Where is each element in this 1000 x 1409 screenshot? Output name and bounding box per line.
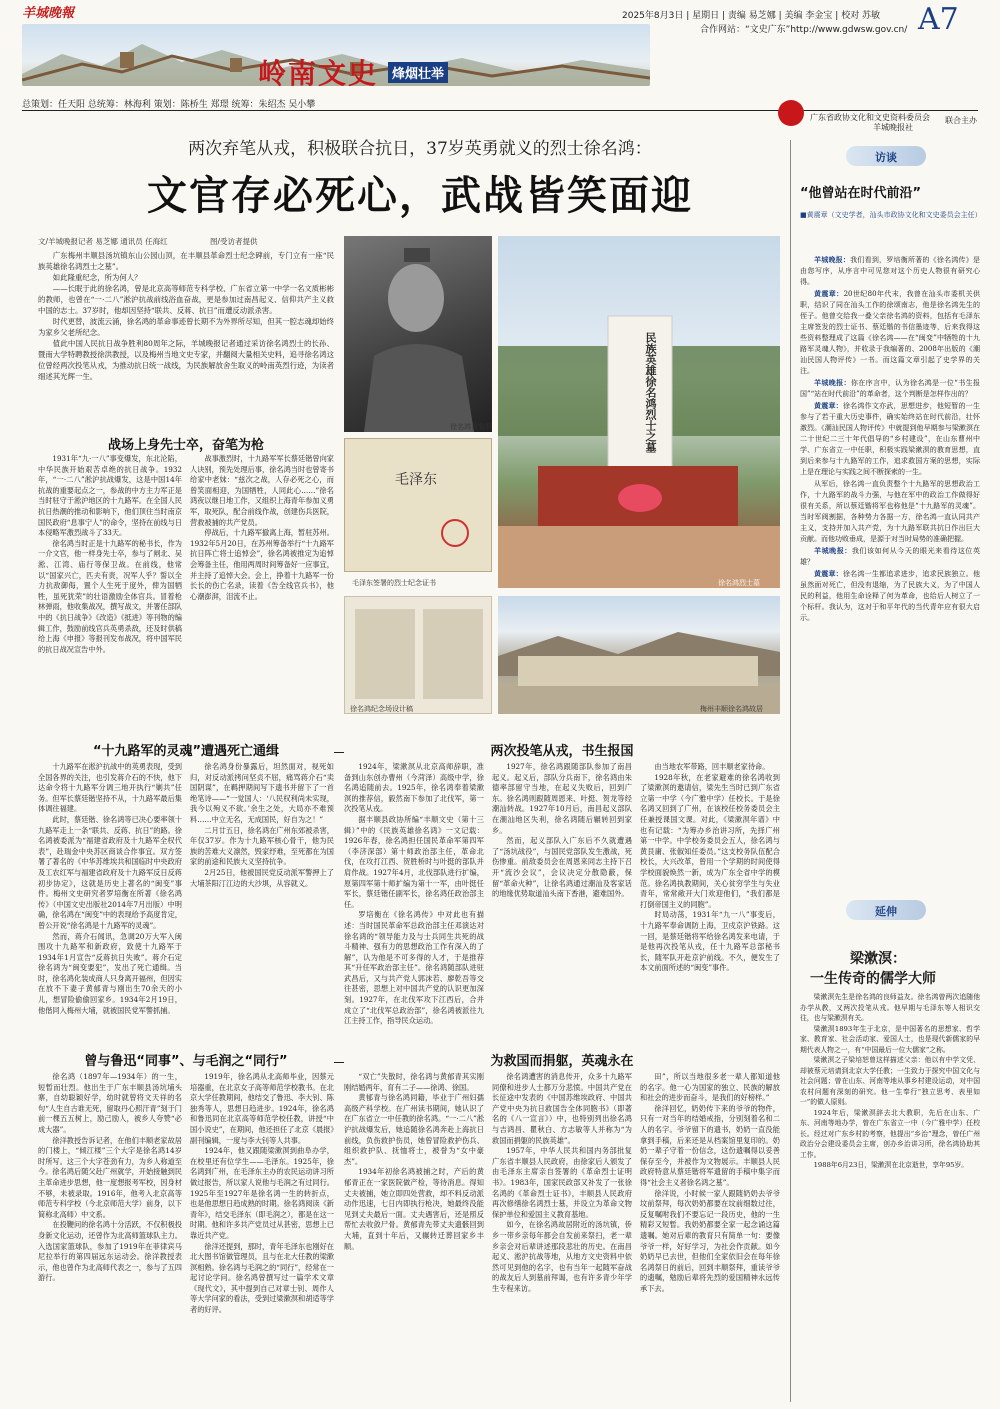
bio-p4: 1924年后，梁漱溟辞去北大教职，先后在山东、广东、河南等地办学，曾在广东省立一中（今广雅中学）任校长。经过对广东乡村的考察，他提出“乡治”理念，曾任广州政治分会建设委员会主席，创办乡治讲习所，徐名鸿协助其工作。 — [800, 1108, 980, 1159]
sidebar-divider — [790, 140, 791, 1402]
certificate-photo — [344, 438, 492, 572]
main-headline: 文官存必死心，武战皆笑面迎 — [147, 172, 693, 219]
lead-p1: 广东梅州丰顺县汤坑镇东山公园山顶，在丰顺县革命烈士纪念碑前，专门立有一座“民族英雄徐名鸿烈士之墓”。 — [38, 251, 334, 271]
interview-qa — [800, 254, 980, 844]
section-title: 岭南文史 — [258, 57, 379, 90]
bio-p5: 1988年6月23日，梁漱溟在北京逝世，享年95岁。 — [813, 1161, 969, 1169]
qa-3: 羊城晚报：你在序言中，认为徐名鸿是一位“书生报国”“站在时代前沿”的革命者，这个判断是怎样作出的？ — [800, 378, 980, 398]
s5-p4: 徐名鸿遭害的消息传开，众多十九路军同僚和进步人士都万分悲愤。中国共产党在长征途中发表的《中国苏维埃政府、中国共产党中央为抗日救国告全体同胞书》（即著名的《八一宣言》）中，也特别列出徐名鸿与吉鸿昌、瞿秋白、方志敏等人并称为“为救国而捐躯的民族英雄”。 — [492, 1072, 632, 1145]
s3-p7: 1928年秋，在老家避难的徐名鸿收到了梁漱溟的邀请信，梁先生当时已到广东省立第一中学（今广雅中学）任校长。于是徐名鸿又回到了广州，在该校任校务委员会主任兼授课国文课。对此，《梁漱溟年谱》中也有记载：“为筹办乡治讲习所，先择广州第一中学。中学校务委员会五人，徐名鸿与黄艮庸、张俶知任委员。”这支校务队伍配合校长，大兴改革，曾用一个学期的时间使得学校面貌焕然一新，成为广东全省中学的模范。徐名鸿执教期间，关心贫穷学生与失业青年，常常敞开大门欢迎他们，“我们都是打倒帝国主义的同胞”。 — [640, 772, 780, 909]
sponsor-emblem-icon — [778, 100, 804, 126]
heading-section1: 战场上身先士卒，奋笔为枪 — [107, 438, 264, 453]
qa-1: 羊城晚报：我们看到，罗培衡所著的《徐名鸿传》是由您写序，从序言中可见您对这个历史人物很有研究心得。 — [800, 255, 980, 286]
s5-p5: 1957年，中华人民共和国内务部批复广东省丰顺县人民政府，由徐家后人颁发了由毛泽东主席亲自签署的《革命烈士证明书》。1983年，国家民政部又补发了一张徐名鸿的《革命烈士证书》，丰顺县人民政府再次修缮徐名鸿烈士墓，并设立为革命文物保护单位和爱国主义教育基地。 — [492, 1146, 632, 1219]
sponsor-2: 羊城晚报社 — [873, 123, 913, 132]
caption-tomb: 徐名鸿烈士墓 — [718, 579, 760, 587]
interview-title: “他曾站在时代前沿” — [800, 186, 922, 201]
interview-tag-label: 访谈 — [875, 151, 897, 164]
gallery-design-photo — [344, 596, 492, 714]
s3-p6: 由当地农军带路，回丰顺老家待命。 — [654, 762, 770, 771]
s2-p1: 十九路军在淞沪抗战中的英勇表现，受到全国各界的关注，也引发蒋介石的不快，他下达命令将十九路军分调三地开执行“剿共”任务。但军长蔡廷锴坚持不从，十九路军最后集体调往福建。 — [38, 762, 182, 814]
s4-p2: 徐洋教授告诉记者，在他们丰顺老家故居的门楼上，“倾江楼”三个大字是徐名鸿14岁时所写。这三个大字苍劲有力，为乡人称道至今。徐名鸿后随父赴广州就学，开始接触到民主革命进步思想，他一度想报考军校，因身材不够，未被录取。1916年，他考入北京高等师范专科学校（今北京师范大学）前身，以下简称北高师）中文系。 — [38, 1135, 182, 1219]
bio-p1: 梁漱溟先生是徐名鸿的良师益友。徐名鸿曾两次追随他办学从教，又两次投笔从戎。他早期与毛泽东等人相识交往，也与梁漱溟有关。 — [800, 993, 980, 1022]
byline: 文/羊城晚报记者 易芝娜 通讯员 任海红 — [38, 237, 168, 246]
section4-col2 — [190, 1072, 334, 1400]
section5-col3 — [640, 1072, 780, 1400]
caption-portrait: 徐名鸿戎装照 — [450, 423, 492, 431]
masthead — [0, 0, 1000, 96]
s5-p3: 1934年初徐名鸿被捕之时，产后的黄郁青正在一家医院做产检，等待消息。得知丈夫被捕，她立即四处营救，却不料反动派动作迅速，七日内即执行枪决，她最终没能见到丈夫最后一面。丈夫遇害后，还是照反帮忙去收敛尸骨。黄郁青先带丈夫遗骸回到大埔，直到十年后，又辗转迁葬回家乡丰顺。 — [344, 1167, 484, 1251]
newspaper-logo: 羊城晚報 — [22, 6, 75, 21]
s4-p5: 1924年，他又跟随梁漱溟到曲阜办学，在校里还有位学生——毛泽东。1925年，徐名鸿到广州，在毛泽东主办的农民运动讲习所做过报告，所以家人说他与毛润之有过同行。1925年至1927年是徐名鸿一生的转折点，也是他思想日趋成熟的时期。徐名鸿阅读《新青年》，结交毛泽东（即毛润之），都是在这一时期。他和许多共产党员过从甚密，思想上已靠近共产党。 — [190, 1146, 334, 1240]
date: 2025年8月3日 — [622, 11, 684, 21]
former-residence-photo — [498, 596, 780, 714]
heading-section4: 曾与鲁迅“同事”、与毛润之“同行” — [38, 1050, 334, 1069]
bio-tag-label: 延伸 — [875, 905, 897, 918]
sponsor-1: 广东省政协文化和文史资料委员会 — [810, 113, 930, 122]
qa-6: 羊城晚报：我们该如何从今天的眼光来看待这位英雄？ — [800, 546, 980, 566]
s1-p2: 徐名鸿当时正是十九路军的秘书长，作为一介文官，他一样身先士卒，参与了闸北、吴淞、江湾、庙行等保卫战。在前线，他常以“国家兴亡，匹夫有责，况军人乎？誓以全力抗敌御侮，置个人生死于度外，俾为国牺牲，虽死犹荣”的壮语激励全体官兵。冒着枪林弹雨，他收集战况，撰写战文，并署任部队中的《抗日战争》《改造》《抵进》等刊物的编辑工作，鼓励前线官兵英勇杀敌，还及时供稿给上海《申报》等报刊发布战况，将中国军民的抗日战况宣告中外。 — [38, 538, 182, 654]
section2-col2 — [190, 762, 334, 1052]
s3-p2: 据丰顺县政协所编“丰顺文史（第十三辑）”中的《民族英雄徐名鸿》一文记载：1926年春，徐名鸿担任国民革命军第四军（李济深部）第十师政治部主任，革命北伐，在攻打江西、贺胜桥时与叶挺的部队并肩作战。1927年4月，北伐部队进行扩编，原第四军第十师扩编为第十一军，由叶挺任军长，蔡廷锴任副军长，徐名鸿任政治部主任。 — [344, 814, 484, 909]
tomb-photo — [498, 236, 780, 588]
bio-title-1: 梁漱溟： — [850, 951, 906, 967]
section3-col2 — [492, 762, 632, 1052]
s3-p1: 1924年，梁漱溟从北京高师辞职，准备到山东创办曹州（今菏泽）高级中学，徐名鸿追随前去。1925年，徐名鸿奉着梁漱溟的推荐信，毅然南下参加了北伐军，第一次投笔从戎。 — [344, 762, 484, 814]
s4-p1: 徐名鸿（1897年—1934年）的一生，短暂而壮烈。他出生于广东丰顺县汤坑埔头寨，自幼聪颖好学，幼时就曾将文天祥的名句“人生自古谁无死，留取丹心照汗青”刻于门前一棵五五树上，励己励人，被乡人夸赞“必成大器”。 — [38, 1072, 182, 1134]
caption-residence: 梅州丰顺徐名鸿故居 — [700, 705, 763, 713]
section2-col1 — [38, 762, 182, 1052]
s2-p5: 二月廿五日，徐名鸿在广州东郊被杀害，年仅37岁。作为十九路军核心骨干，他为民族的苦难大义凛然，毁家纾难，至死都在为国家的前途和民族大义坚持抗争。 — [190, 825, 334, 867]
bio-tag — [846, 900, 926, 920]
heading-section2: “十九路军的灵魂”遭遇死亡通缉 — [38, 740, 334, 759]
qa-7: 黄震章：徐名鸿一生都追求进步，追求民族独立。他虽然面对死亡，但没有退缩，为了民族大义，为了中国人民的利益，他用生命诠释了何为革命，也给后人树立了一个标杆。我认为，这对于和平年代的当代青年应有很大启示。 — [800, 569, 980, 622]
section-subtitle: 烽烟壮举 — [388, 62, 448, 83]
bio-p2: 梁漱溟1893年生于北京，是中国著名的思想家、哲学家、教育家、社会活动家、爱国人士，也是现代新儒家的早期代表人物之一，有“中国最后一位大儒家”之称。 — [800, 1024, 980, 1054]
heading-section5: 为救国而捐躯，英魂永在 — [344, 1050, 780, 1069]
qa-4: 黄震章：徐名鸿作文亦武，思想进步，他短暂的一生参与了若干重大历史事件，确实始终站在时代前沿，壮怀激烈。《潮汕民国人物评传》中就提到他早期参与梁漱溟在二十世纪二三十年代倡导的“乡村建设”，在山东曹州中学、广东省立一中任职，积极实践梁漱溟的教育思想，直到后来参与十九路军的工作，追求救国方案的思想，实际上是在理论与实践之间不断探索的一生。 — [800, 401, 980, 476]
top-rule — [22, 110, 978, 111]
s5-p1: “双亡”失散时，徐名鸿与黄郁青其实刚刚结婚两年，育有二子——徐鸿、徐国。 — [344, 1072, 484, 1092]
date-line: 2025年8月3日 | 星期日 | 责编 易芝娜 | 美编 李金宝 | 校对 苏敏 — [622, 11, 881, 21]
s5-p7: 田”，所以当地很多老一辈人都知道他的名字。他一心为国家的独立、民族的解放和社会的进步而奋斗，是我们的好榜样。” — [640, 1072, 780, 1103]
s4-p3: 在投鞭问的徐名鸿十分活跃，不仅积极投身新文化运动，还曾作为北高师篮球队主力。入选国家篮球队，参加了1919年在菲律宾马尼拉举行的第四届远东运动会。徐洋教授表示，他也曾作为北高师代表之一，参与了五四游行。 — [38, 1220, 182, 1283]
section1-col1 — [38, 454, 182, 748]
section1-col2 — [190, 454, 334, 748]
bio-text — [800, 992, 980, 1402]
weekday: 星期日 — [692, 11, 720, 21]
s2-p3: 然而，蒋介石闻讯，急调20万大军入闽围攻十九路军和新政府，致使十九路军于1934年1月宣告“反蒋抗日失败”。蒋介石定徐名鸿为“闽变要犯”，发出了死亡通缉。当时，徐名鸿化装成商人只身离开福州，但因实在放不下妻子黄郁青与刚出生70余天的小儿，想冒险偷偷回家乡。1934年2月19日，他偕同入梅州大埔，就被国民党军警抓捕。 — [38, 931, 182, 1015]
section3-col3 — [640, 762, 780, 1052]
s1-p3: 战事激烈时，十九路军军长蔡廷锴曾向家人诀别，预先处理后事，徐名鸿当时也曾寄书给家中老妹：“兹次之战，人存必死之心，而曾笑面相迎，为国牺牲，人同此心……”徐名鸿夜以继日地工作，又组织上海青年参加义勇军，取死队，配合前线作战，创建伤兵医院，营救被捕的共产党员。 — [190, 454, 334, 527]
lead-p2: 如此隆重纪念，所为何人？ — [52, 273, 142, 282]
lead-p5: 值此中国人民抗日战争胜利80周年之际，羊城晚报记者通过采访徐名鸿烈士的长孙、暨南大学特聘教授徐洪教授，以及梅州当地文史专家，并翻阅大量相关史料，追寻徐名鸿这位曾经两次投笔从戎，为推动抗日统一战线，为民族解放舍生取义的岭南英烈行迹，为读者细述其光辉一生。 — [38, 339, 334, 381]
kicker: 两次弃笔从戎，积极联合抗日，37岁英勇就义的烈士徐名鸿： — [188, 139, 652, 159]
s3-p3: 罗培衡在《徐名鸿传》中对此也有描述：当时国民革命军总政治部主任邓演达对徐名鸿的“领导能力及与士兵同生共死的战斗精神、强有力的思想政治工作有深入的了解”，认为他是不可多得的人才，于是推荐其“升任军政治部主任”。徐名鸿随部队进驻武昌后，又与共产党人郭沫若、廖乾吾等交往甚密，思想上对中国共产党的认识更加深刻。1927年，在北伐军攻下江西后，合并成立了“北伐军总政治部”，徐名鸿被派往九江主持工作，指导民众运动。 — [344, 910, 484, 1026]
section5-col1 — [344, 1072, 484, 1400]
bio-p3: 梁漱溟之子梁培恕曾这样描述父亲：他以有中学文凭、却被蔡元培请到北京大学任教；一生致力于探究中国文化与社会问题；曾在山东、河南等地从事乡村建设运动，对中国农村问题有深刻的研究。他一生奉行“独立思考、表里如一”的做人原则。 — [800, 1056, 980, 1106]
lead-p4: 时代更替，波流云涌，徐名鸿的革命事迹曾长期不为外界所尽知，但其一腔志魂却始终为家乡父老所纪念。 — [38, 317, 334, 337]
interviewee: ■黄震章（文史学者，汕头市政协文化和文史委员会主任） — [800, 211, 982, 219]
s5-p6: 如今，在徐名鸿故居附近的汤坑镇，侨乡一带乡亲每年都会自发前来祭扫，老一辈乡亲会对后辈讲述那段悲壮的历史。在南昌起义、淞沪抗战等地，从地方文史资料中依然可见到他的名字，也有当年一起随军奋战的战友后人到墓前拜谒，也有许多青少年学生专程来访。 — [492, 1220, 632, 1293]
s1-p1: 1931年“九·一八”事变爆发，东北沦陷，中华民族开始艰苦卓绝的抗日战争。1932年，“一·二八”淞沪抗战爆发，这是中国14年抗战的重要起点之一，参战的中方主力军正是当时驻守于淞沪地区的十九路军。在全国人民抗日热潮的推动和影响下，他们顶住当时南京国民政府“息事宁人”的命令，坚持在前线与日本侵略军激烈战斗了33天。 — [38, 454, 182, 538]
tomb-inscription: 民族英雄徐名鸿烈士之墓 — [644, 332, 657, 453]
lead-paragraphs — [38, 250, 334, 422]
staff-line: 总策划：任天阳 总统筹：林海利 策划：陈桥生 郑璟 统筹：朱绍杰 吴小攀 — [22, 100, 316, 110]
proofreader: 校对 苏敏 — [841, 11, 881, 21]
editor: 责编 易芝娜 — [727, 11, 776, 21]
s3-p8: 时局动荡，1931年“九一八”事变后，十九路军奉命调防上海，卫戍京沪铁路。这一回，是蔡廷锴将军给徐名鸿发来电请，于是他再次投笔从戎，任十九路军总部秘书长，随军队开赴京沪前线。不久，便发生了本文前面所述的“闽变”事件。 — [640, 910, 780, 973]
s5-p8: 徐洋回忆，奶奶传下来的爷爷的物件，只有一对当年的结婚戒指，分别刻着名和二人的名字。爷爷留下的遗书，奶奶一直没能拿到手稿，后来还是从档案馆里复印的。奶奶一辈子守着一份信念，这份遗嘱得以妥善保存至今，并被作为文物展示。丰顺县人民政府特意从蔡廷锴将军遗留的手稿中集字而得“社会主义者徐名鸿之墓”。 — [640, 1103, 780, 1187]
section4-col1 — [38, 1072, 182, 1400]
s5-p9: 徐洋说，小时候一家人跟随奶奶去爷爷坟前祭拜，每次奶奶都要在坟前细数过往，反复嘱咐我们不要忘记一段历史，他的一生精彩又短暂。我奶奶都要全家一起念诵这篇遗嘱。她对后辈的教育只有简单一句：要像爷爷一样，好好学习，为社会作贡献。如今奶奶早已去世，但他们全家依旧会在每年徐名鸿祭日的前后，回到丰顺祭拜，重读爷爷的遗嘱，勉励后辈将先烈的爱国精神永远传承下去。 — [640, 1188, 780, 1293]
s4-p6: 徐洋还提到，那时，青年毛泽东也刚好在北大图书馆做管理员，且与在北大任教的梁漱溟相熟。徐名鸿与毛润之的“同行”，经常在一起讨论学问。徐名鸿曾撰写过一篇学术文章《现代文》，其中提到自己对章士钊、周作人等大学问家的看法，受到过梁漱溟和胡适等学者的好评。 — [190, 1241, 334, 1315]
section5-col2 — [492, 1072, 632, 1400]
s2-p4: 徐名鸿身份暴露后，坦然面对，视死如归，对反动派拷问坚贞不屈，痛骂蒋介石“卖国阴谋”，在羁押期间写下遗书并留下了一首绝笔诗——“一觉国人：‘八民权利尚未实现，我今以殉义不欲。’余生之处，大局亦不难预料……中立无名，无成国民，好自为之！” — [190, 762, 334, 824]
qa-2: 黄震章：20世纪80年代末，我曾在汕头市委机关供职，结识了同在汕头工作的徐颂南志，他是徐名鸿先生的侄子。他曾交给我一叠父亲徐名鸿的资料，包括有毛泽东主席签发的烈士证书、蔡廷锴的书信墨迹等，后来我得这些资料整理成了这篇《徐名鸿——在“闽变”中牺牲的十九路军灵魂人物》，并收录于我编著的、2008年出版的《潮汕民国人物评传》一书。而这篇文章引起了史学界的关注。 — [800, 289, 980, 375]
portrait-photo — [344, 236, 492, 432]
designer: 美编 李金宝 — [784, 11, 833, 21]
s5-p2: 黄郁青与徐名鸿同籍，毕业于广州妇孺高级产科学校。在广州读书期间，她认识了在广东省立一中任教的徐名鸿。“一·二八”淞沪抗战爆发后，她追随徐名鸿奔赴上海抗日前线，负伤救护伤员，她曾冒险救护伤兵、组织救护队、抚恤将士，被誉为“女中豪杰”。 — [344, 1093, 484, 1166]
s2-p6: 2月25日，他被国民党反动派军警押上了大埔茶阳汀江边的大沙埧，从容就义。 — [190, 867, 334, 888]
lead-p3: ——长眠于此的徐名鸿，曾是北京高等师范专科学校、广东省立第一中学一名文质彬彬的教师，也曾在“一·二八”淞沪抗战前线浴血奋战，更是参加过南昌起义、信仰共产主义救中国的志士。37岁时，他却因坚持“联共、反蒋、抗日”而遭反动派杀害。 — [38, 284, 334, 315]
partner-site: 合作网站：“文史广东”http://www.gdwsw.gov.cn/ — [700, 25, 908, 35]
caption-certificate: 毛泽东签署的烈士纪念证书 — [352, 579, 436, 587]
certificate-seal-icon — [441, 519, 469, 547]
qa-5: 从军后，徐名鸿一直负责整个十九路军的思想政治工作，十九路军的战斗力强，与他在军中的政治工作做得好很有关系，所以蔡廷锴将军也称他是“十九路军的灵魂”。当时军阀割据，各种势力各据一方，徐名鸿一直认同共产主义，支持并加入共产党，为十九路军联共抗日作出巨大贡献。而他功败垂成，是源于对当时局势的准确把握。 — [800, 480, 980, 543]
interview-tag — [846, 146, 926, 166]
s3-p4: 1927年，徐名鸿跟随部队参加了南昌起义。起义后，部队分兵南下，徐名鸿由朱德率部留守当地，在起义失败后，回到广东。徐名鸿则跟随周恩来、叶挺、贺龙等经潮汕转战。1927年10月后，南昌起义部队在潮汕地区失利，徐名鸿随后辗转回到家乡。 — [492, 762, 632, 835]
caption-gallery: 徐名鸿纪念场设计稿 — [350, 705, 413, 713]
s4-p4: 1919年，徐名鸿从北高师毕业，因蔡元培器重，在北京女子高等师范学校教书。在北京大学任教期间，他结交了鲁迅、李大钊、陈独秀等人，思想日趋进步。1924年，徐名鸿和鲁迅同在北京高等师范学校任教，讲授“中国小说史”，在期间，他还担任了北京《晨报》副刊编辑，一度与李大钊等人共事。 — [190, 1072, 334, 1145]
s2-p2: 此时，蔡廷锴、徐名鸿等已决心要率领十九路军走上一条“联共、反蒋、抗日”的路。徐名鸿被委派为“福建省政府及十九路军全权代表”，赴瑞金中央苏区商谈合作事宜。双方签署了著名的《中华苏维埃共和国临时中央政府及工农红军与福建省政府及十九路军反日反蒋初步协定》，这就是历史上著名的“闽变”事件。梅州文史研究者罗培衡在所著《徐名鸿传》（中国文史出版社2014年7月出版）中明确，徐名鸿在“闽变”中的表现给予高度肯定，曾公开说“徐名鸿是十九路军的灵魂”。 — [38, 814, 182, 930]
heading-section3: 两次投笔从戎，书生报国 — [344, 740, 780, 759]
s3-p5: 然而，起义部队入广东后不久就遭遇了“汤坑战役”，与国民党部队发生激战，死伤惨重。前敌委员会在周恩来同志主持下召开“流沙会议”，会议决定分散隐蔽，保留“革命火种”，让徐名鸿通过潮汕及客家话的地缘优势取道汕头南下香港，避难国外。 — [492, 836, 632, 899]
sponsor-3: 联合主办 — [945, 116, 977, 125]
section3-col1 — [344, 762, 484, 1052]
s1-p4: 停战后，十九路军撤离上海，暂驻苏州。1932年5月20日，在苏州筹备举行“十九路军抗日阵亡将士追悼会”，徐名鸿被推定为追悼会筹备主任，他用两周时间筹备好一应事宜，并主持了追悼大会。会上，挣着十九路军一份长长的伤亡名录，读着《告全线官兵书》，他心潮澎湃，泪流不止。 — [190, 528, 334, 601]
bio-title-2: 一生传奇的儒学大师 — [810, 971, 936, 987]
certificate-text: 毛泽东 — [395, 472, 437, 488]
page-number: A7 — [918, 2, 959, 37]
photo-credit: 图/受访者提供 — [210, 237, 258, 246]
